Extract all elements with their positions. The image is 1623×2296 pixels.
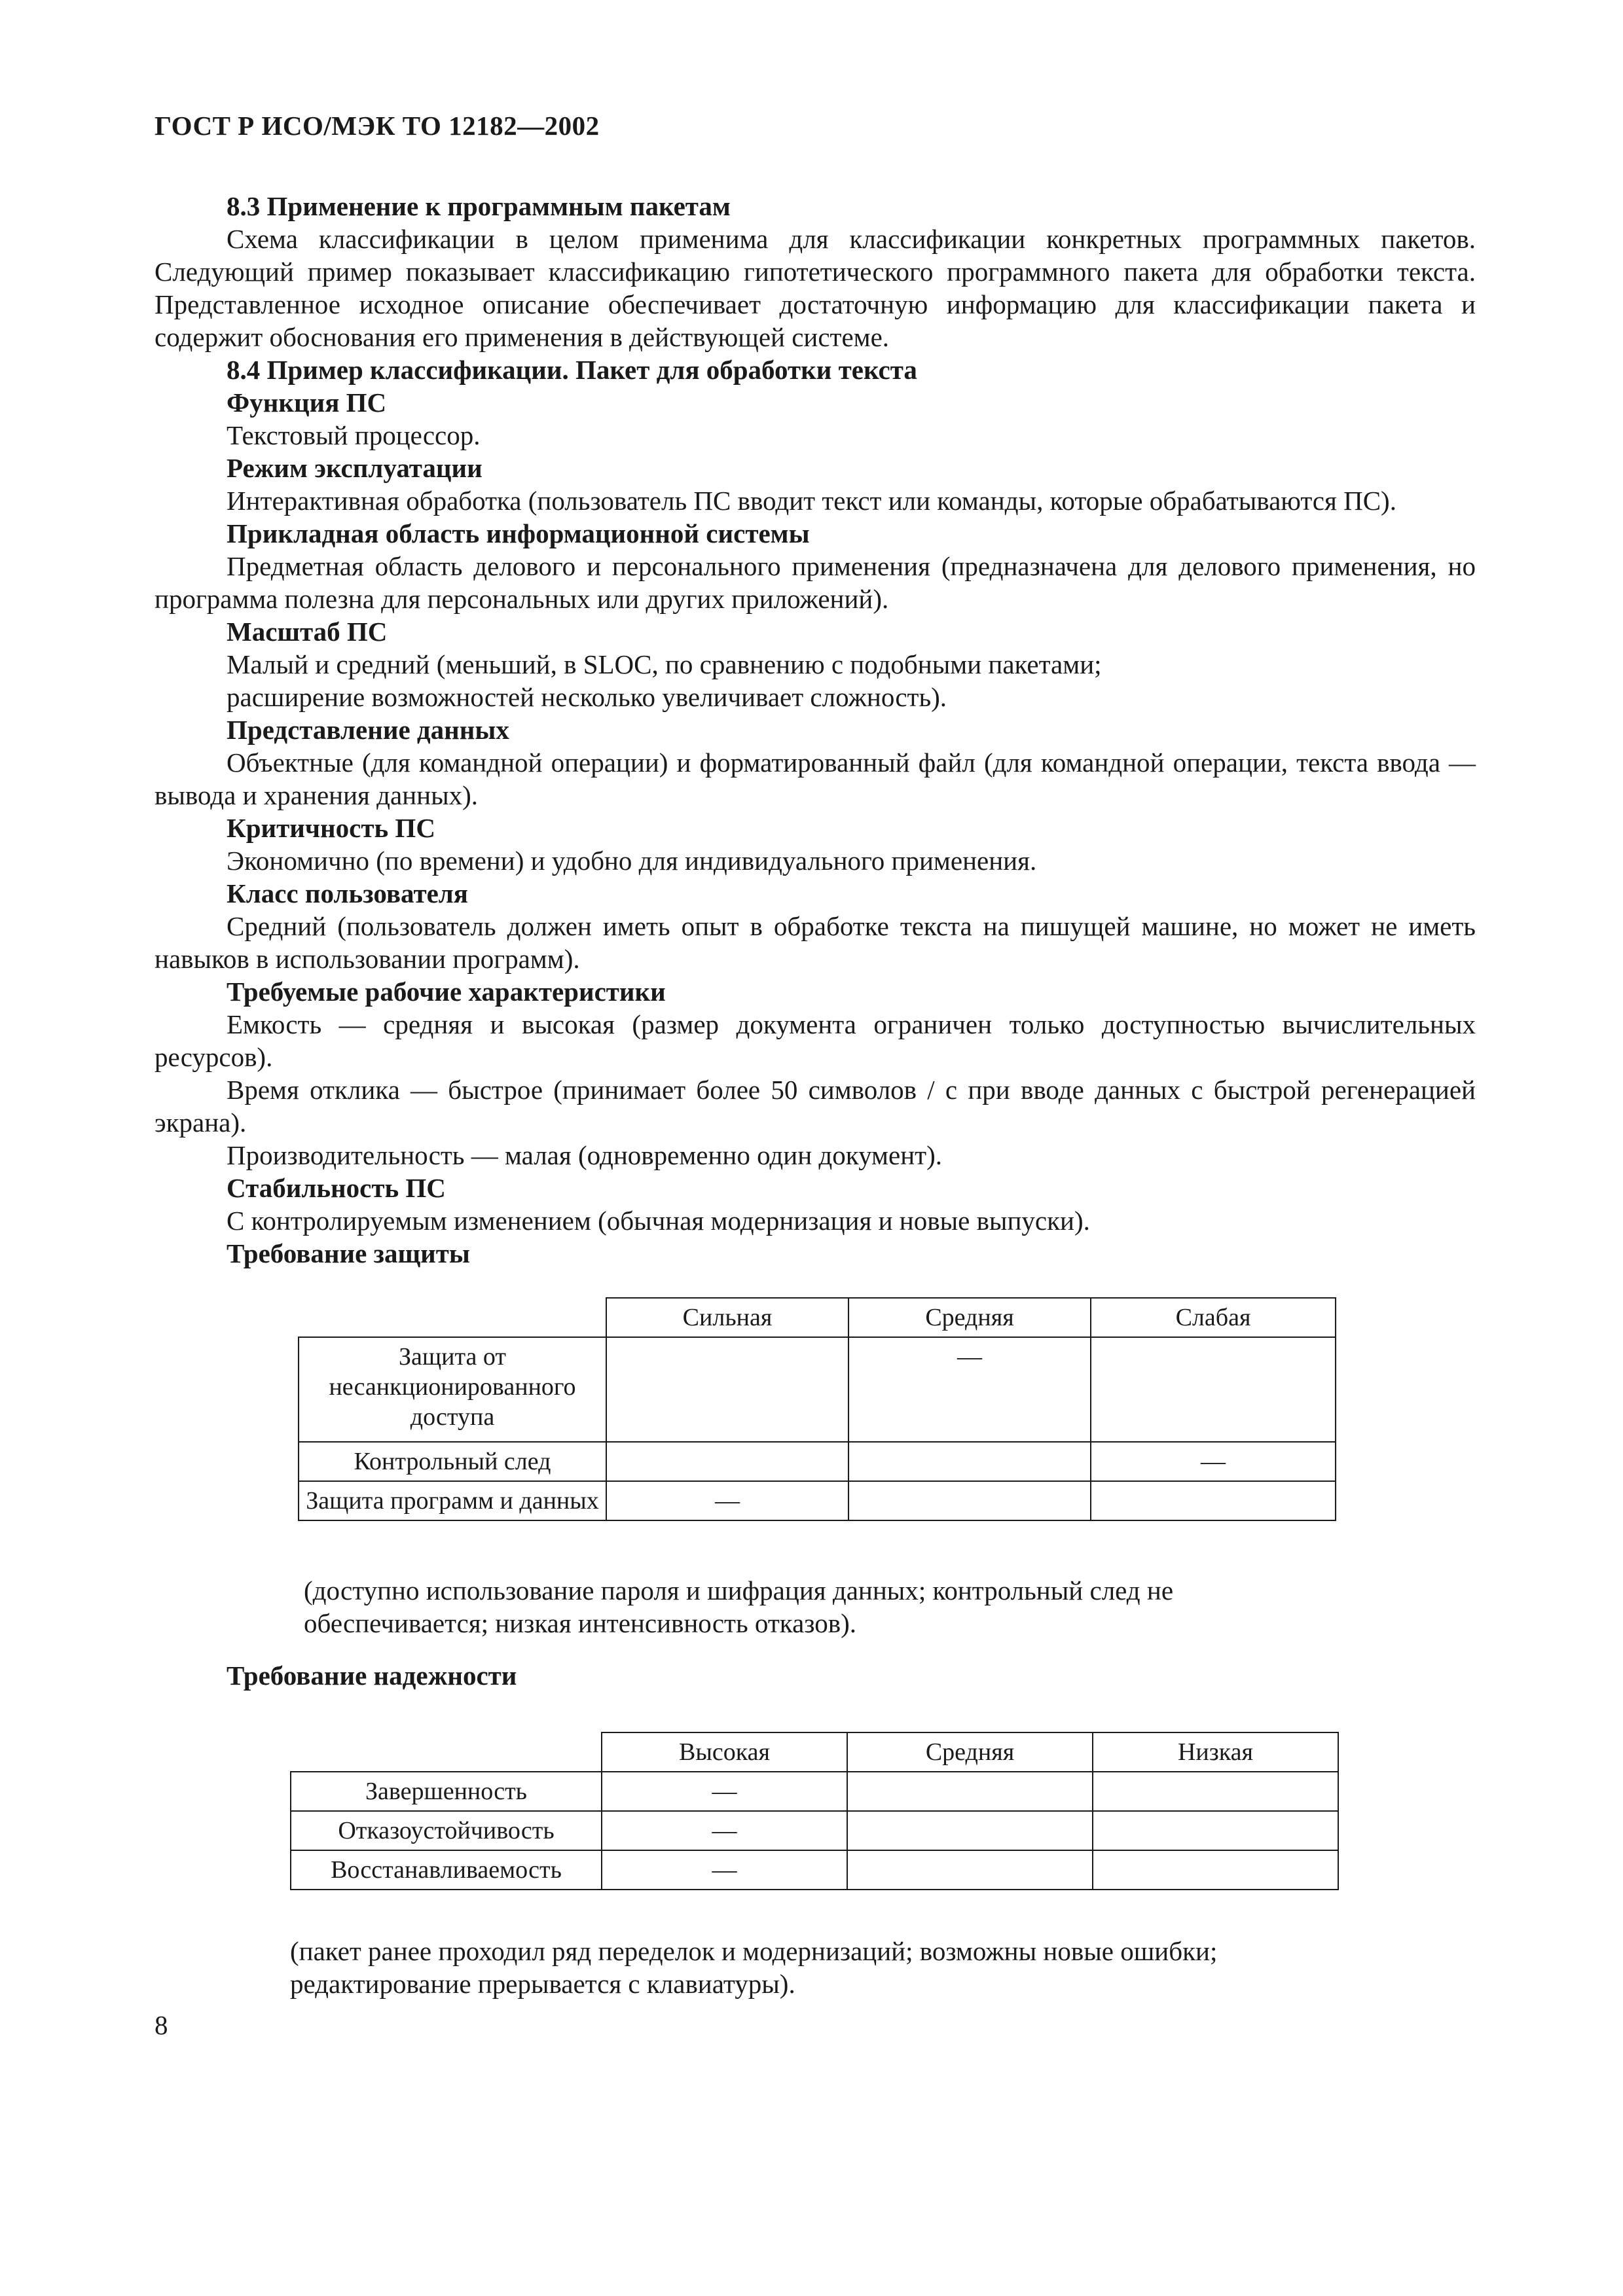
table-cell: [1093, 1850, 1338, 1890]
table-row: [299, 1442, 1336, 1481]
table-header-row: [291, 1732, 1338, 1772]
table-cell: [1093, 1811, 1338, 1850]
reliability-note: (пакет ранее проходил ряд переделок и модернизаций; возможны новые ошибки; редактирование прерывается с клавиатуры).: [290, 1936, 1218, 1999]
security-note: (доступно использование пароля и шифрация данных; контрольный след не обеспечивается; низкая интенсивность отказов).: [304, 1575, 1174, 1638]
table-cell: —: [1091, 1442, 1336, 1481]
domain-text: Предметная область делового и персонального применения (предназначена для делового применения, но программа полезна для персональных или других приложений).: [155, 551, 1476, 614]
user-class-text: Средний (пользователь должен иметь опыт в обработке текста на пишущей машине, но может не иметь навыков в использовании программ).: [155, 911, 1476, 974]
function-heading: Функция ПС: [227, 387, 387, 418]
criticality-text: Экономично (по времени) и удобно для индивидуального применения.: [227, 846, 1037, 876]
table-cell: —: [848, 1337, 1091, 1442]
function-text: Текстовый процессор.: [227, 420, 481, 450]
data-heading: Представление данных: [227, 715, 509, 745]
security-table: [298, 1297, 1336, 1521]
document-body: [155, 190, 1476, 1270]
table-cell: [847, 1811, 1093, 1850]
table-cell: [606, 1442, 848, 1481]
table-cell: [1091, 1337, 1336, 1442]
table-cell: —: [602, 1772, 847, 1811]
scale-text-line2: расширение возможностей несколько увеличивает сложность).: [227, 682, 947, 712]
section-8-3-text: Схема классификации в целом применима для классификации конкретных программных пакетов. Следующий пример показывает классификацию гипотетического программного пакета для обработки текста. Представленное исходное описание обеспечивает достаточную информацию для классификации пакета и содержит обоснования его применения в действующей системе.: [155, 224, 1476, 352]
stability-heading: Стабильность ПС: [227, 1173, 446, 1203]
domain-heading: Прикладная область информационной системы: [227, 518, 810, 548]
section-8-4-title: 8.4 Пример классификации. Пакет для обработки текста: [227, 355, 917, 385]
performance-heading: Требуемые рабочие характеристики: [227, 977, 666, 1007]
performance-response: Время отклика — быстрое (принимает более 50 символов / с при вводе данных с быстрой регенерацией экрана).: [155, 1075, 1476, 1138]
table-row: [299, 1337, 1336, 1442]
table-cell: —: [606, 1481, 848, 1520]
table-row: [291, 1772, 1338, 1811]
table-cell: [847, 1850, 1093, 1890]
performance-capacity: Емкость — средняя и высокая (размер документа ограничен только доступностью вычислительных ресурсов).: [155, 1009, 1476, 1072]
row-label: Завершенность: [291, 1772, 602, 1811]
reliability-heading: Требование надежности: [227, 1660, 517, 1691]
scale-heading: Масштаб ПС: [227, 617, 388, 647]
table-cell: [848, 1442, 1091, 1481]
table-header-cell: Высокая: [602, 1732, 847, 1772]
table-header-cell: Средняя: [848, 1298, 1091, 1337]
table-header-row: [299, 1298, 1336, 1337]
section-8-3-title: 8.3 Применение к программным пакетам: [227, 191, 731, 221]
table-header-cell: Низкая: [1093, 1732, 1338, 1772]
table-corner: [299, 1298, 606, 1337]
table-header-cell: Средняя: [847, 1732, 1093, 1772]
table-cell: —: [602, 1850, 847, 1890]
table-cell: [1093, 1772, 1338, 1811]
row-label: Отказоустойчивость: [291, 1811, 602, 1850]
table-cell: [1091, 1481, 1336, 1520]
row-label: Защита от несанкционированного доступа: [299, 1337, 606, 1442]
user-class-heading: Класс пользователя: [227, 878, 468, 908]
table-header-cell: Слабая: [1091, 1298, 1336, 1337]
security-heading: Требование защиты: [227, 1238, 470, 1268]
table-cell: [606, 1337, 848, 1442]
table-cell: [848, 1481, 1091, 1520]
table-row: [291, 1811, 1338, 1850]
page-number: 8: [155, 2010, 168, 2040]
data-text: Объектные (для командной операции) и форматированный файл (для командной операции, текста ввода — вывода и хранения данных).: [155, 747, 1476, 810]
row-label: Контрольный след: [299, 1442, 606, 1481]
mode-text: Интерактивная обработка (пользователь ПС вводит текст или команды, которые обрабатываются ПС).: [227, 486, 1396, 516]
table-row: [299, 1481, 1336, 1520]
table-header-cell: Сильная: [606, 1298, 848, 1337]
table-corner: [291, 1732, 602, 1772]
performance-throughput: Производительность — малая (одновременно один документ).: [227, 1140, 942, 1170]
table-row: [291, 1850, 1338, 1890]
document-header: ГОСТ Р ИСО/МЭК ТО 12182—2002: [155, 111, 600, 141]
row-label: Защита программ и данных: [299, 1481, 606, 1520]
criticality-heading: Критичность ПС: [227, 813, 435, 843]
table-cell: —: [602, 1811, 847, 1850]
mode-heading: Режим эксплуатации: [227, 453, 483, 483]
row-label: Восстанавливаемость: [291, 1850, 602, 1890]
scale-text-line1: Малый и средний (меньший, в SLOC, по сравнению с подобными пакетами;: [227, 649, 1102, 679]
stability-text: С контролируемым изменением (обычная модернизация и новые выпуски).: [227, 1206, 1090, 1236]
reliability-table: [290, 1732, 1339, 1890]
table-cell: [847, 1772, 1093, 1811]
